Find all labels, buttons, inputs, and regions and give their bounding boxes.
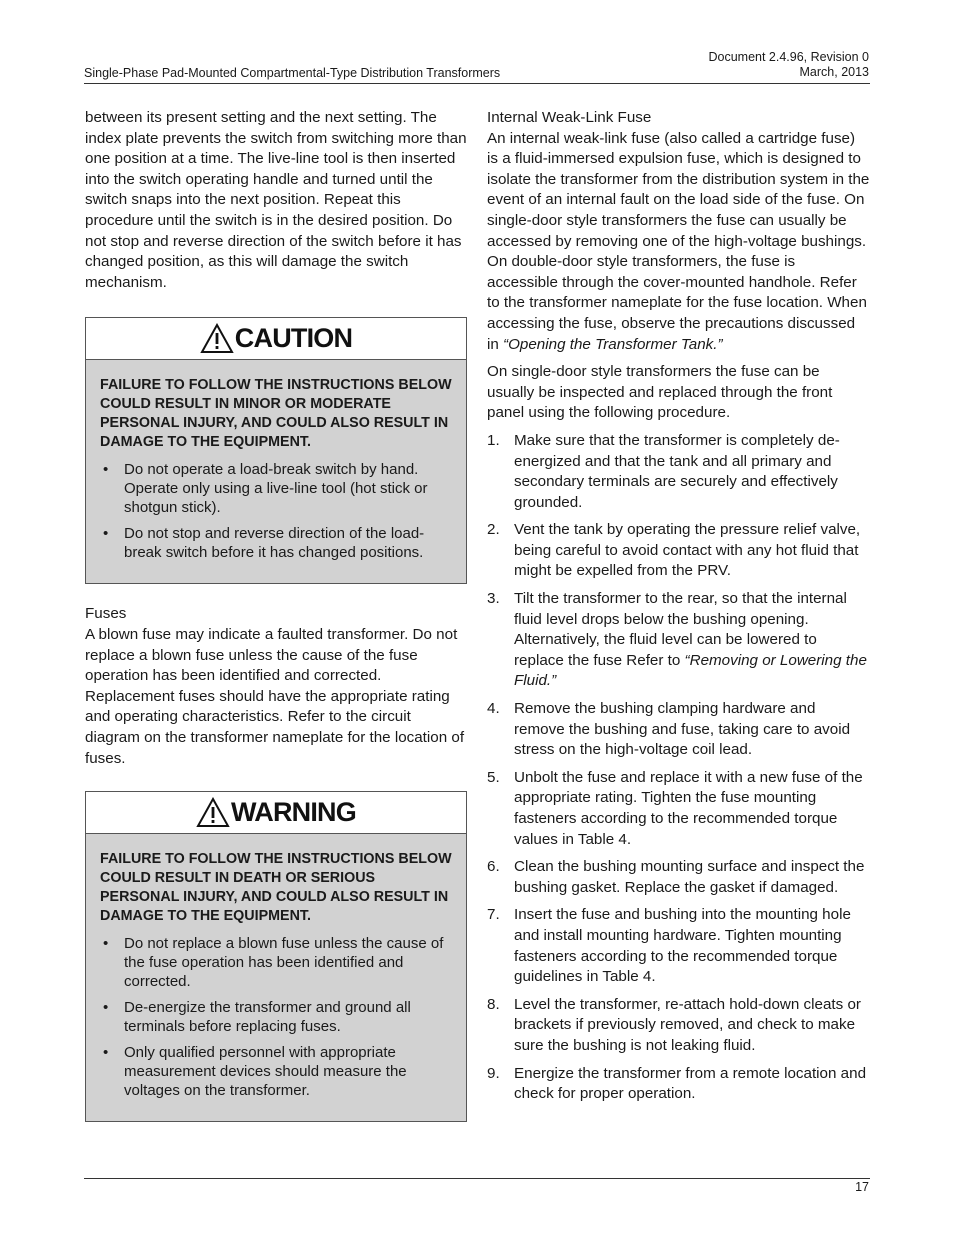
document-date: March, 2013 bbox=[799, 65, 869, 79]
list-item: • Only qualified personnel with appropriate measurement devices should measure the voltages on the transformer. bbox=[100, 1043, 452, 1100]
list-item: • De-energize the transformer and ground all terminals before replacing fuses. bbox=[100, 998, 452, 1036]
caution-box bbox=[85, 317, 467, 584]
step-text: Make sure that the transformer is completely de-energized and that the tank and all primary and secondary terminals are securely and effectively grounded. bbox=[514, 431, 840, 511]
document-info bbox=[708, 50, 869, 80]
step-number: 4. bbox=[487, 700, 500, 718]
list-item bbox=[487, 857, 870, 898]
step-number: 1. bbox=[487, 431, 500, 449]
caution-list bbox=[100, 460, 452, 562]
step-text: Vent the tank by operating the pressure relief valve, being careful to avoid contact with any hot fluid that might be expelled from the PRV. bbox=[514, 521, 861, 580]
fuses-section bbox=[85, 604, 468, 769]
warning-list bbox=[100, 934, 452, 1100]
list-item: • Do not operate a load-break switch by hand. Operate only using a live-line tool (hot stick or shotgun stick). bbox=[100, 460, 452, 517]
step-number: 7. bbox=[487, 906, 500, 924]
caution-body bbox=[86, 360, 466, 583]
step-text: Level the transformer, re-attach hold-down cleats or brackets if previously removed, and check to make sure the bushing is not leaking fluid. bbox=[514, 995, 861, 1054]
warning-header bbox=[86, 792, 466, 834]
step-number: 9. bbox=[487, 1064, 500, 1082]
running-header-title: Single-Phase Pad-Mounted Compartmental-Type Distribution Transformers bbox=[84, 66, 501, 80]
list-item bbox=[487, 905, 870, 987]
warning-statement: FAILURE TO FOLLOW THE INSTRUCTIONS BELOW COULD RESULT IN DEATH OR SERIOUS PERSONAL INJURY, AND COULD ALSO RESULT IN DAMAGE TO THE EQUIPMENT. bbox=[100, 851, 452, 925]
fuses-heading: Fuses bbox=[85, 605, 127, 623]
paragraph-text: An internal weak-link fuse (also called a cartridge fuse) is a fluid-immersed expulsion fuse, which is designed to isolate the transformer from the distribution system in the event of an internal fault on the load side of the fuse. On single-door style transformers the fuse can usually be accessed by removing one of the high-voltage bushings. On double-door style transformers, the fuse is accessible through the cover-mounted handhole. Refer to the transformer nameplate for the fuse location. When accessing the fuse, observe the precautions discussed in bbox=[487, 129, 870, 353]
warning-body bbox=[86, 834, 466, 1121]
header-rule bbox=[84, 83, 870, 84]
caution-statement: FAILURE TO FOLLOW THE INSTRUCTIONS BELOW COULD RESULT IN MINOR OR MODERATE PERSONAL INJURY, AND COULD ALSO RESULT IN DAMAGE TO THE EQUIPMENT. bbox=[100, 377, 452, 451]
step-text: Energize the transformer from a remote location and check for proper operation. bbox=[514, 1064, 867, 1103]
intro-paragraph: between its present setting and the next setting. The index plate prevents the switch from switching more than one position at a time. The live-line tool is then inserted into the switch operating handle and turned until the switch snaps into the next position. Repeat this procedure until the switch is in the desired position. Do not stop and reverse direction of the switch before it has changed position, as this will damage the switch mechanism. bbox=[85, 109, 467, 291]
document-number: Document 2.4.96, Revision 0 bbox=[708, 50, 869, 64]
page-number: 17 bbox=[855, 1180, 869, 1194]
caution-header bbox=[86, 318, 466, 360]
step-number: 3. bbox=[487, 590, 500, 608]
step-text: Insert the fuse and bushing into the mounting hole and install mounting hardware. Tighten mounting fasteners according to the recommended torque guidelines in Table 4. bbox=[514, 906, 851, 986]
fuses-paragraph: A blown fuse may indicate a faulted transformer. Do not replace a blown fuse unless the cause of the fuse operation has been identified and corrected. Replacement fuses should have the appropriate rating and operating characteristics. Refer to the circuit diagram on the transformer nameplate for the location of fuses. bbox=[85, 625, 465, 767]
weak-link-fuse-heading: Internal Weak-Link Fuse bbox=[487, 109, 652, 126]
list-item bbox=[487, 768, 870, 850]
footer-rule bbox=[84, 1178, 870, 1179]
procedure-steps bbox=[487, 431, 870, 1105]
weak-link-fuse-paragraph bbox=[487, 129, 870, 356]
left-column bbox=[85, 108, 468, 1122]
step-number: 2. bbox=[487, 521, 500, 539]
warning-triangle-icon bbox=[200, 323, 234, 354]
step-number: 8. bbox=[487, 995, 500, 1013]
step-text: Unbolt the fuse and replace it with a new fuse of the appropriate rating. Tighten the fuse mounting fasteners according to the recommended torque values in Table 4. bbox=[514, 768, 863, 848]
warning-box bbox=[85, 791, 467, 1122]
list-item bbox=[487, 699, 870, 761]
right-column bbox=[487, 108, 870, 1112]
warning-triangle-icon bbox=[196, 797, 230, 828]
procedure-intro: On single-door style transformers the fuse can be usually be inspected and replaced through the front panel using the following procedure. bbox=[487, 363, 833, 422]
list-item bbox=[487, 431, 870, 513]
warning-title: WARNING bbox=[231, 797, 356, 828]
cross-reference: “Removing or Lowering the Fluid.” bbox=[514, 651, 867, 690]
step-text: Clean the bushing mounting surface and inspect the bushing gasket. Replace the gasket if damaged. bbox=[514, 858, 865, 896]
caution-title: CAUTION bbox=[234, 323, 353, 354]
list-item bbox=[487, 1064, 870, 1105]
list-item bbox=[487, 995, 870, 1057]
step-text: Remove the bushing clamping hardware and remove the bushing and fuse, taking care to avoid stress on the high-voltage coil lead. bbox=[514, 700, 851, 759]
list-item bbox=[487, 589, 870, 692]
list-item bbox=[487, 520, 870, 582]
list-item: • Do not replace a blown fuse unless the cause of the fuse operation has been identified and corrected. bbox=[100, 934, 452, 991]
step-number: 5. bbox=[487, 768, 500, 786]
step-number: 6. bbox=[487, 858, 500, 876]
step-text: Tilt the transformer to the rear, so that the internal fluid level drops below the bushing opening. Alternatively, the fluid level can be lowered to replace the fuse Refer to bbox=[514, 590, 847, 669]
list-item: • Do not stop and reverse direction of the load-break switch before it has changed positions. bbox=[100, 524, 452, 562]
cross-reference: “Opening the Transformer Tank.” bbox=[503, 335, 723, 353]
